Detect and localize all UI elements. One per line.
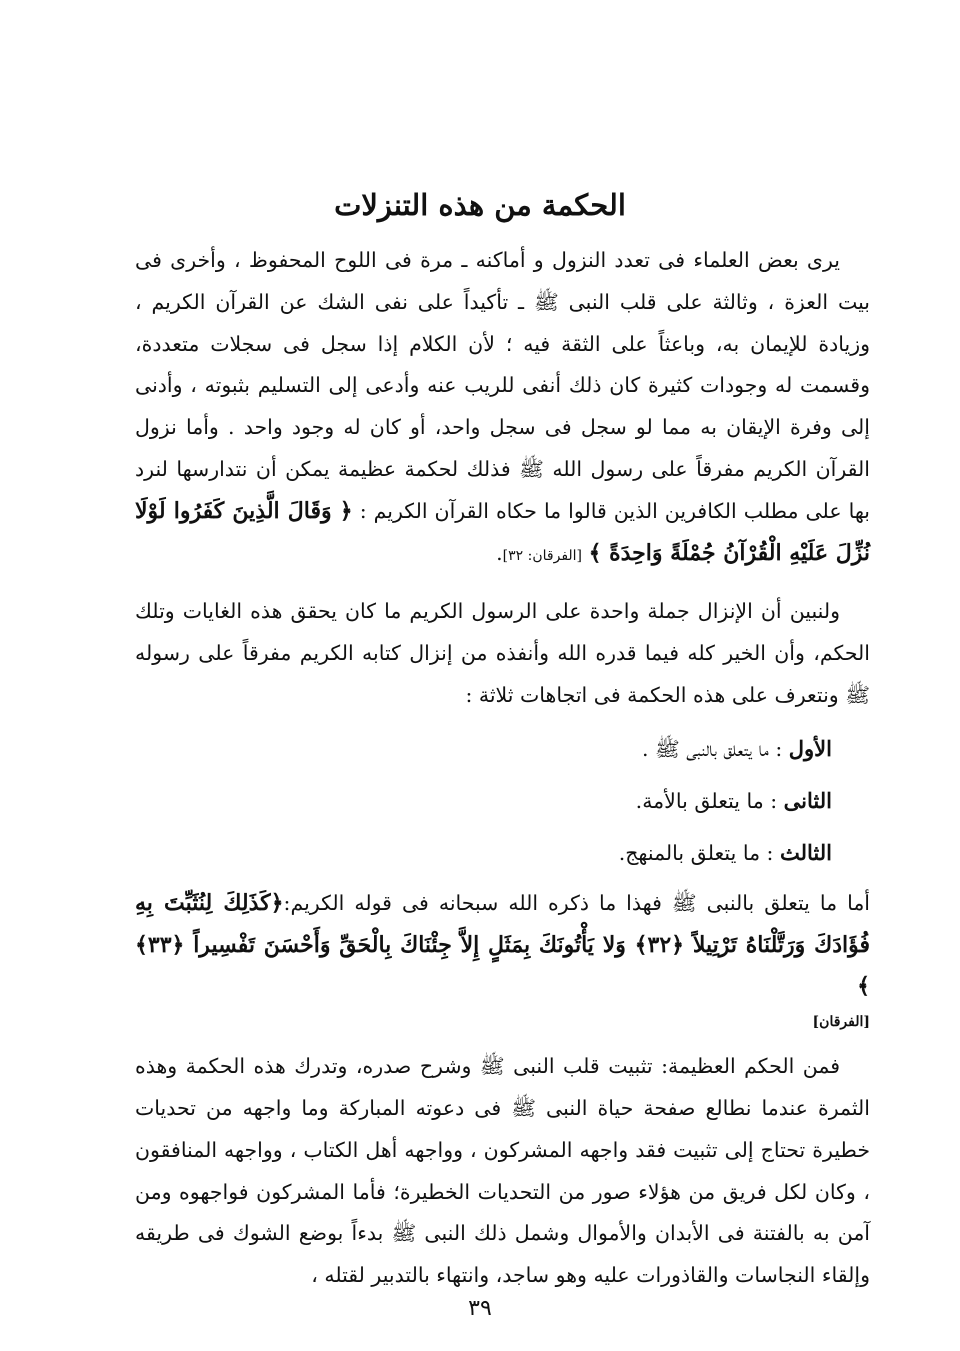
list-item-label: الثانى <box>783 787 832 813</box>
paragraph-4 <box>135 1046 870 1297</box>
paragraph-1-text: يرى بعض العلماء فى تعدد النزول و أماكنه ـ مرة فى اللوح المحفوظ ، وأخرى فى بيت العزة ، وثالثة على قلب النبى ﷺ ـ تأكيداً على نفى الشك عن القرآن الكريم ، وزيادة للإيمان به، وباعثاً على الثقة فيه ؛ لأن الكلام إذا سجل فى سجلات متعددة، وقسمت له وجودات كثيرة كان ذلك أنفى للريب عنه وأدعى إلى التسليم بثبوته ، وأدنى إلى وفرة الإيقان به مما لو سجل فى سجل واحد، أو كان له وجود واحد . وأما نزول القرآن الكريم مفرقاً على رسول الله ﷺ فذلك لحكمة عظيمة يمكن أن نتدارسها لنرد بها على مطلب الكافرين الذين قالوا ما حكاه القرآن الكريم : <box>135 248 870 523</box>
list-item-text: : ما يتعلق بالنبى ﷺ . <box>641 736 789 761</box>
list-item <box>135 775 870 827</box>
list-item-label: الثالث <box>780 839 832 865</box>
quran-verse-1: ﴿ وَقَالَ الَّذِينَ كَفَرُوا لَوْلَا نُزِّلَ عَلَيْهِ الْقُرْآنُ جُمْلَةً وَاحِدَةً ﴾ <box>135 497 870 566</box>
aspects-list <box>135 723 870 879</box>
list-item <box>135 723 870 775</box>
quran-verse-2: ﴿كَذَلِكَ لِنُثَبِّتَ بِهِ فُؤَادَكَ وَرَتَّلْنَاهُ تَرْتِيلاً ﴿٣٢﴾ وَلا يَأْتُونَكَ بِمَثَلٍ إِلاَّ جِئْنَاكَ بِالْحَقِّ وَأَحْسَنَ تَفْسِيراً ﴿٣٣﴾ ﴾ <box>135 889 870 1000</box>
paragraph-3-intro: أما ما يتعلق بالنبى ﷺ فهذا ما ذكره الله سبحانه فى قوله الكريم: <box>283 890 870 915</box>
list-item-text: : ما يتعلق بالمنهج. <box>618 840 780 865</box>
paragraph-2-text: ولنبين أن الإنزال جملة واحدة على الرسول الكريم ما كان يحقق هذه الغايات وتلك الحكم، وأن الخير كله فيما قدره الله وأنفذه من إنزال كتابه الكريم مفرقاً على رسوله ﷺ ونتعرف على هذه الحكمة فى اتجاهات ثلاثة : <box>135 599 870 707</box>
body-text <box>135 240 870 1297</box>
paragraph-1 <box>135 240 870 577</box>
paragraph-4-text: فمن الحكم العظيمة: تثبيت قلب النبى ﷺ وشرح صدره، وتدرك هذه الحكمة وهذه الثمرة عندما نطالع صفحة حياة النبى ﷺ فى دعوته المباركة وما واجهه من تحديات خطيرة تحتاج إلى تثبيت فقد واجهه المشركون ، وواجهه أهل الكتاب ، وواجهه المنافقون ، وكان لكل فريق من هؤلاء صور من التحديات الخطيرة؛ فأما المشركون فواجهوه ومن آمن به بالفتنة فى الأبدان والأموال وشمل ذلك النبى ﷺ بدءاً بوضع الشوك فى طريقه وإلقاء النجاسات والقاذورات عليه وهو ساجد، وانتهاء بالتدبير لقتله ، <box>135 1054 870 1288</box>
page-number: ٣٩ <box>468 1296 492 1321</box>
list-item-text: : ما يتعلق بالأمة. <box>635 788 784 813</box>
paragraph-3 <box>135 883 870 1008</box>
page-title: الحكمة من هذه التنزلات <box>334 188 626 222</box>
paragraph-1-end: . <box>496 540 503 565</box>
list-item-label: الأول <box>788 735 832 761</box>
paragraph-2 <box>135 591 870 716</box>
verse-reference-2: [الفرقان] <box>812 1014 870 1031</box>
verse-reference-1: [الفرقان: ٣٢] <box>502 547 583 564</box>
list-item <box>135 827 870 879</box>
